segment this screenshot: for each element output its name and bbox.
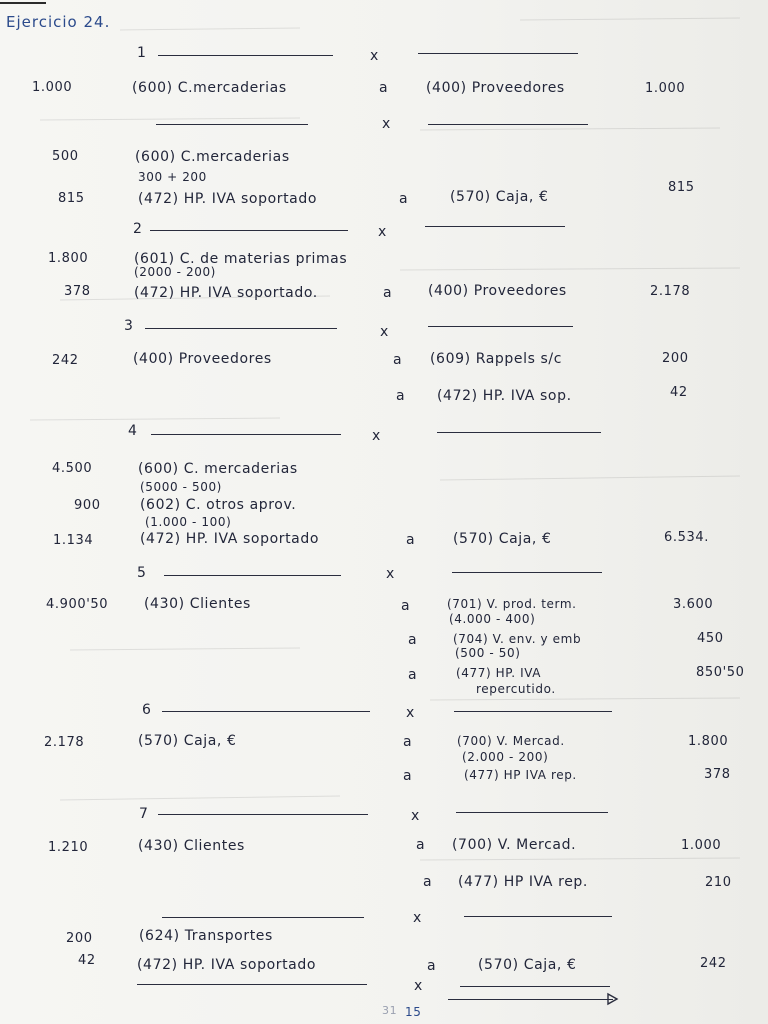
entry-1-number: 1 (137, 45, 147, 61)
entry-2-line-3-credit-amount: 2.178 (650, 284, 691, 299)
entry-8-line-2-credit-amount: 242 (700, 956, 727, 971)
entry-5-line-6-credit: repercutido. (476, 682, 556, 696)
entry-1b-line-2-debit: 300 + 200 (138, 170, 207, 184)
entry-7-rule-left (158, 814, 368, 815)
entry-8-line-2-amount: 42 (78, 953, 96, 968)
closing-mark: x (414, 978, 423, 994)
entry-7-line-2-credit: (477) HP IVA rep. (458, 874, 588, 890)
entry-4-rule-right (437, 432, 601, 433)
entry-5-line-1-amount: 4.900'50 (46, 597, 109, 612)
entry-4-mark: x (372, 428, 381, 444)
entry-3-line-2-credit: (472) HP. IVA sop. (437, 388, 572, 404)
entry-8-line-2-sep: a (427, 958, 437, 974)
entry-5-line-3-credit: (704) V. env. y emb (453, 632, 582, 646)
entry-1b-mark: x (382, 116, 391, 132)
entry-3-line-1-debit: (400) Proveedores (133, 351, 272, 367)
entry-4-line-1-debit: (600) C. mercaderias (138, 461, 298, 477)
entry-6-line-3-sep: a (403, 768, 413, 784)
entry-2-number: 2 (133, 221, 143, 237)
entry-1-line-1-credit-amount: 1.000 (645, 81, 686, 96)
entry-8-mark: x (413, 910, 422, 926)
entry-2-rule-left (150, 230, 348, 231)
entry-1b-line-1-amount: 500 (52, 149, 79, 164)
entry-7-line-1-credit: (700) V. Mercad. (452, 837, 577, 853)
entry-6-number: 6 (142, 702, 152, 718)
entry-1b-rule-left (156, 124, 308, 125)
entry-4-line-5-sep: a (406, 532, 416, 548)
entry-1b-line-1-debit: (600) C.mercaderias (135, 149, 290, 165)
entry-7-line-1-credit-amount: 1.000 (681, 838, 722, 853)
entry-8-underline-right (460, 986, 610, 987)
entry-6-line-3-credit: (477) HP IVA rep. (464, 768, 577, 782)
entry-3-line-1-amount: 242 (52, 353, 79, 368)
entry-6-line-1-credit-amount: 1.800 (688, 734, 729, 749)
entry-7-line-2-credit-amount: 210 (705, 875, 732, 890)
entry-4-line-3-debit: (602) C. otros aprov. (140, 497, 297, 513)
entry-6-rule-right (454, 711, 612, 712)
entry-7-line-2-sep: a (423, 874, 433, 890)
entry-1b-line-3-credit: (570) Caja, € (450, 189, 549, 205)
entry-1-line-1-debit: (600) C.mercaderias (132, 80, 287, 96)
entry-3-mark: x (380, 324, 389, 340)
entry-8-line-1-debit: (624) Transportes (139, 928, 273, 944)
entry-1-line-1-sep: a (379, 80, 389, 96)
entry-5-line-5-credit-amount: 850'50 (696, 665, 745, 680)
entry-2-line-3-debit: (472) HP. IVA soportado. (134, 285, 318, 301)
entry-6-line-1-credit: (700) V. Mercad. (457, 734, 565, 748)
entry-5-rule-right (452, 572, 602, 573)
entry-3-number: 3 (124, 318, 134, 334)
entry-6-line-1-sep: a (403, 734, 413, 750)
entry-2-line-3-amount: 378 (64, 284, 91, 299)
entry-4-line-4-debit: (1.000 - 100) (145, 515, 232, 529)
entry-5-mark: x (386, 566, 395, 582)
closing-arrow-line (448, 999, 613, 1000)
entry-8-rule-right (464, 916, 612, 917)
entry-4-line-3-amount: 900 (74, 498, 101, 513)
entry-1-mark: x (370, 48, 379, 64)
entry-5-line-1-sep: a (401, 598, 411, 614)
entry-7-line-1-amount: 1.210 (48, 840, 89, 855)
entry-1-line-1-credit: (400) Proveedores (426, 80, 565, 96)
entry-3-rule-right (428, 326, 573, 327)
entry-8-line-2-credit: (570) Caja, € (478, 957, 577, 973)
entry-5-number: 5 (137, 565, 147, 581)
entry-5-line-4-credit: (500 - 50) (455, 646, 521, 660)
entry-4-line-5-debit: (472) HP. IVA soportado (140, 531, 320, 547)
entry-1-line-1-amount: 1.000 (32, 80, 73, 95)
entry-6-rule-left (162, 711, 370, 712)
entry-3-line-1-sep: a (393, 352, 403, 368)
entry-5-line-1-debit: (430) Clientes (144, 596, 251, 612)
entry-2-line-1-amount: 1.800 (48, 251, 89, 266)
entry-1-rule-right (418, 53, 578, 54)
entry-5-line-3-sep: a (408, 632, 418, 648)
entry-4-rule-left (151, 434, 341, 435)
entry-5-line-2-credit: (4.000 - 400) (449, 612, 536, 626)
entry-4-number: 4 (128, 423, 138, 439)
entry-3-rule-left (145, 328, 337, 329)
entry-8-underline-left (137, 984, 367, 985)
entry-6-mark: x (406, 705, 415, 721)
entry-5-line-5-sep: a (408, 667, 418, 683)
entry-5-line-1-credit: (701) V. prod. term. (447, 597, 577, 611)
entry-5-line-3-credit-amount: 450 (697, 631, 724, 646)
entry-4-line-2-debit: (5000 - 500) (140, 480, 222, 494)
entry-4-line-5-credit: (570) Caja, € (453, 531, 552, 547)
entry-2-line-2-debit: (2000 - 200) (134, 265, 216, 279)
page-number: 15 (405, 1005, 422, 1019)
entry-2-line-3-credit: (400) Proveedores (428, 283, 567, 299)
entry-4-line-5-amount: 1.134 (53, 533, 94, 548)
entry-4-line-1-amount: 4.500 (52, 461, 93, 476)
entry-3-line-2-credit-amount: 42 (670, 385, 688, 400)
entry-2-mark: x (378, 224, 387, 240)
entry-3-line-2-sep: a (396, 388, 406, 404)
entry-7-mark: x (411, 808, 420, 824)
entry-8-line-2-debit: (472) HP. IVA soportado (137, 957, 317, 973)
entry-8-rule-left (162, 917, 364, 918)
entry-5-line-5-credit: (477) HP. IVA (456, 666, 542, 680)
entry-2-rule-right (425, 226, 565, 227)
entry-6-line-2-credit: (2.000 - 200) (462, 750, 549, 764)
entry-4-line-5-credit-amount: 6.534. (664, 530, 709, 545)
entry-1-rule-left (158, 55, 333, 56)
entry-8-line-1-amount: 200 (66, 931, 93, 946)
exercise-title: Ejercicio 24. (6, 13, 111, 31)
entry-1b-line-3-amount: 815 (58, 191, 85, 206)
entry-2-line-1-debit: (601) C. de materias primas (134, 251, 348, 267)
entry-7-number: 7 (139, 806, 149, 822)
entry-5-rule-left (164, 575, 341, 576)
page-number-faint: 31 (382, 1004, 398, 1017)
entry-7-line-1-sep: a (416, 837, 426, 853)
entry-3-line-1-credit: (609) Rappels s/c (430, 351, 563, 367)
entry-5-line-1-credit-amount: 3.600 (673, 597, 714, 612)
entry-6-line-1-debit: (570) Caja, € (138, 733, 237, 749)
entry-6-line-1-amount: 2.178 (44, 735, 85, 750)
entry-1b-line-3-sep: a (399, 191, 409, 207)
entry-1b-rule-right (428, 124, 588, 125)
entry-2-line-3-sep: a (383, 285, 393, 301)
entry-7-rule-right (456, 812, 608, 813)
closing-arrow-head (606, 992, 620, 1006)
entry-1b-line-3-debit: (472) HP. IVA soportado (138, 191, 318, 207)
entry-7-line-1-debit: (430) Clientes (138, 838, 245, 854)
entry-6-line-3-credit-amount: 378 (704, 767, 731, 782)
entry-3-line-1-credit-amount: 200 (662, 351, 689, 366)
top-rule (0, 2, 46, 4)
entry-1b-line-3-credit-amount: 815 (668, 180, 695, 195)
